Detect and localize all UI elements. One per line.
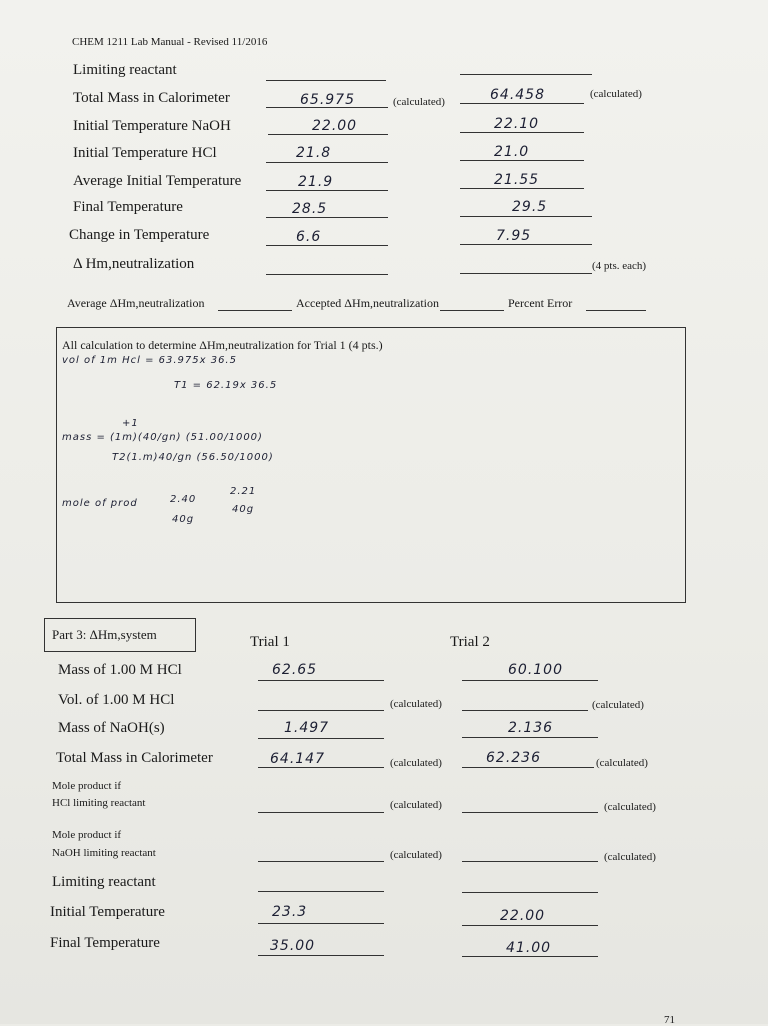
page-header: CHEM 1211 Lab Manual - Revised 11/2016 [72,36,268,48]
work-line: vol of 1m Hcl = 63.975x 36.5 [62,355,237,366]
trial1-line [258,738,384,739]
trial1-line [268,134,388,135]
trial2-line [460,273,592,274]
trial2-value: 7.95 [496,228,532,244]
calculated-note: (calculated) [592,699,644,711]
work-line: mole of prod [62,498,138,509]
page-number: 71 [664,1014,675,1026]
trial2-value: 64.458 [490,87,545,103]
percent-error-line [586,310,646,311]
work-line: 40g [232,504,255,515]
trial2-line [462,861,598,862]
trial2-value: 60.100 [508,662,563,678]
row-label-line2: NaOH limiting reactant [52,847,156,859]
work-line: 40g [172,514,195,525]
trial1-value: 6.6 [296,229,322,245]
trial1-header: Trial 1 [250,634,290,650]
trial2-line [462,892,598,893]
row-label-line2: HCl limiting reactant [52,797,146,809]
trial2-line [462,680,598,681]
trial1-value: 62.65 [272,662,318,678]
trial2-line [460,103,584,104]
trial2-value: 21.55 [494,172,540,188]
trial1-line [258,955,384,956]
percent-error-label: Percent Error [508,296,573,310]
calculated-note: (calculated) [390,757,442,769]
row-label: Initial Temperature [50,904,165,920]
trial1-line [266,80,386,81]
row-label: Average Initial Temperature [73,173,242,189]
average-label: Average ΔHm,neutralization [67,296,205,310]
trial1-line [258,923,384,924]
trial1-value: 65.975 [300,92,355,108]
trial2-line [462,767,594,768]
trial1-line [258,861,384,862]
calculation-box [56,327,686,603]
row-label: Mole product if [52,780,122,792]
trial2-line [462,710,588,711]
row-label: Total Mass in Calorimeter [73,90,230,106]
trial1-value: 64.147 [270,751,325,767]
work-line: +1 [122,418,139,429]
calculated-note: (calculated) [390,799,442,811]
trial1-line [266,274,388,275]
trial2-value: 62.236 [486,750,541,766]
trial1-line [266,217,388,218]
row-label: Final Temperature [50,935,160,951]
trial1-value: 35.00 [270,938,316,954]
points-note: (4 pts. each) [592,260,647,272]
trial1-line [258,710,384,711]
part3-heading: Part 3: ΔHm,system [52,627,157,642]
calculated-note: (calculated) [390,698,442,710]
average-line [218,310,292,311]
trial2-line [460,132,584,133]
trial2-line [462,812,598,813]
trial2-line [460,244,592,245]
calculated-note: (calculated) [590,88,642,100]
accepted-line [440,310,504,311]
trial2-value: 22.00 [500,908,546,924]
work-line: T2(1.m)40/gn (56.50/1000) [112,452,274,463]
trial1-line [266,190,388,191]
accepted-label: Accepted ΔHm,neutralization [296,296,439,310]
trial2-value: 41.00 [506,940,552,956]
row-label: Δ Hm,neutralization [73,256,195,272]
trial2-line [462,737,598,738]
row-label: Mass of 1.00 M HCl [58,662,182,678]
calc-box-title: All calculation to determine ΔHm,neutralization for Trial 1 (4 pts.) [62,338,383,352]
work-line: 2.21 [230,486,257,497]
trial1-line [258,680,384,681]
work-line: 2.40 [170,494,197,505]
trial2-line [462,925,598,926]
row-label: Total Mass in Calorimeter [56,750,213,766]
trial2-line [462,956,598,957]
trial1-line [266,245,388,246]
row-label: Mass of NaOH(s) [58,720,165,736]
trial2-value: 21.0 [494,144,530,160]
trial1-value: 28.5 [292,201,328,217]
work-line: T1 = 62.19x 36.5 [174,380,278,391]
trial2-line [460,160,584,161]
row-label: Limiting reactant [73,62,177,78]
trial1-value: 23.3 [272,904,308,920]
trial1-line [258,891,384,892]
row-label: Mole product if [52,829,122,841]
trial2-line [460,74,592,75]
row-label: Change in Temperature [69,227,210,243]
trial2-line [460,216,592,217]
trial1-line [258,812,384,813]
row-label: Limiting reactant [52,874,156,890]
row-label: Vol. of 1.00 M HCl [58,692,175,708]
trial1-line [258,767,384,768]
row-label: Initial Temperature NaOH [73,118,231,134]
trial2-value: 2.136 [508,720,554,736]
row-label: Final Temperature [73,199,183,215]
trial1-value: 1.497 [284,720,330,736]
trial2-header: Trial 2 [450,634,490,650]
row-label: Initial Temperature HCl [73,145,217,161]
trial1-value: 22.00 [312,118,358,134]
calculated-note: (calculated) [390,849,442,861]
calculated-note: (calculated) [596,757,648,769]
trial2-value: 22.10 [494,116,540,132]
trial2-value: 29.5 [512,199,548,215]
calculated-note: (calculated) [604,801,656,813]
trial1-value: 21.9 [298,174,334,190]
calculated-note: (calculated) [393,96,445,108]
work-line: mass = (1m)(40/gn) (51.00/1000) [62,432,263,443]
trial1-value: 21.8 [296,145,332,161]
trial1-line [266,162,388,163]
trial2-line [460,188,584,189]
calculated-note: (calculated) [604,851,656,863]
